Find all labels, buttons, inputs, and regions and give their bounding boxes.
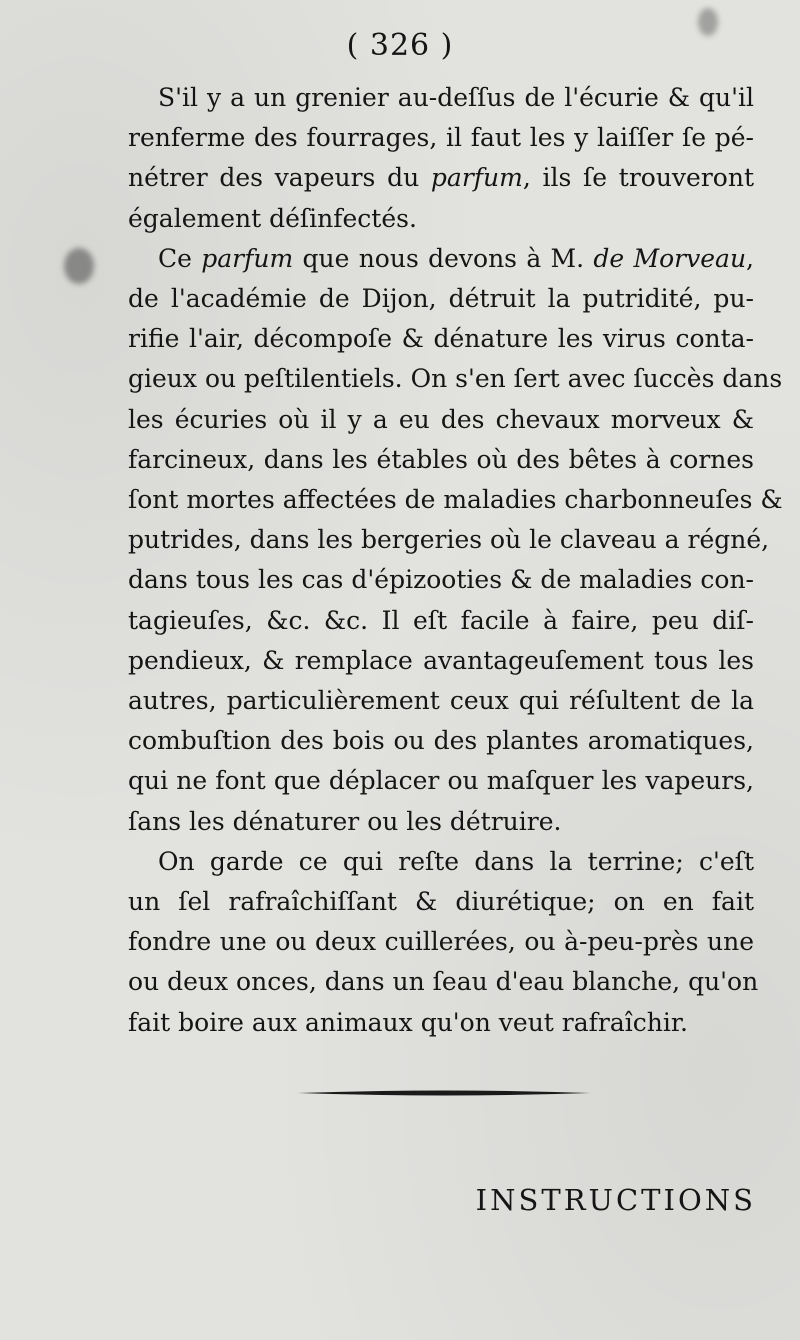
text-segment: parfum (201, 243, 294, 273)
text-segment: fondre une ou deux cuillerées, ou à-peu-près une (128, 927, 754, 957)
text-segment: nétrer des vapeurs du (128, 163, 431, 193)
text-segment: , (746, 243, 754, 273)
text-line (128, 1003, 754, 1043)
text-segment: S'il y a un grenier au-deſſus de l'écurie & qu'il (158, 83, 754, 112)
text-segment: que nous devons à M. (293, 243, 594, 273)
text-segment: ou deux onces, dans un ſeau d'eau blanche, qu'on (128, 967, 759, 997)
text-line (128, 199, 754, 239)
text-segment: , ils ſe trouveront (522, 163, 755, 193)
catchword: INSTRUCTIONS (475, 1183, 756, 1217)
text-line (128, 520, 770, 560)
ink-stain (64, 248, 94, 284)
text-segment: également déſinfectés. (128, 203, 417, 233)
text-segment: les écuries où il y a eu des chevaux morveux & (128, 404, 754, 434)
text-segment: qui ne font que déplacer ou maſquer les vapeurs, (128, 766, 754, 796)
text-segment: gieux ou peſtilentiels. On s'en ſert avec ſuccès dans (128, 364, 783, 394)
text-line (128, 802, 754, 842)
text-segment: farcineux, dans les étables où des bêtes à cornes (128, 444, 754, 474)
text-segment: de l'académie de Dijon, détruit la putridité, pu- (128, 284, 754, 314)
text-segment: On garde ce qui reſte dans la terrine; c'eſt (158, 846, 754, 876)
text-line (128, 158, 754, 198)
text-line (128, 359, 783, 399)
page-number: ( 326 ) (346, 28, 454, 63)
text-segment: ſont mortes affectées de maladies charbonneuſes & (128, 485, 783, 515)
text-line (128, 922, 754, 962)
text-line (128, 681, 754, 721)
text-line (128, 842, 754, 882)
text-segment: renferme des fourrages, il faut les y laiſſer ſe pé- (128, 123, 754, 153)
text-line (128, 641, 754, 681)
text-segment: putrides, dans les bergeries où le claveau a régné, (128, 525, 770, 555)
text-line (128, 601, 754, 641)
text-line (128, 239, 754, 279)
text-segment: pendieux, & remplace avantageuſement tous les (128, 645, 754, 675)
text-line (128, 400, 754, 440)
text-segment: parfum (430, 163, 523, 193)
text-line (128, 480, 783, 520)
text-segment: ſans les dénaturer ou les détruire. (128, 806, 562, 836)
text-line (128, 721, 754, 761)
text-line (128, 560, 754, 600)
text-segment: dans tous les cas d'épizooties & de maladies con- (128, 565, 754, 595)
text-line (128, 279, 754, 319)
text-line (128, 962, 759, 1002)
text-line (128, 319, 754, 359)
text-line (128, 78, 754, 118)
text-segment: de Morveau (593, 243, 747, 273)
text-segment: autres, particulièrement ceux qui réſultent de la (128, 686, 754, 716)
text-segment: Ce (158, 243, 202, 273)
text-segment: rifie l'air, décompoſe & dénature les virus conta- (128, 324, 754, 354)
text-segment: fait boire aux animaux qu'on veut rafraîchir. (128, 1007, 688, 1037)
text-line (128, 761, 754, 801)
text-segment: tagieuſes, &c. &c. Il eſt facile à faire, peu diſ- (128, 605, 754, 635)
text-line (128, 882, 754, 922)
text-segment: un ſel rafraîchiſſant & diurétique; on en fait (128, 887, 754, 917)
ornamental-rule (298, 1089, 590, 1097)
body-text (128, 78, 783, 1043)
text-line (128, 440, 754, 480)
text-segment: combuſtion des bois ou des plantes aromatiques, (128, 726, 754, 756)
text-line (128, 118, 754, 158)
